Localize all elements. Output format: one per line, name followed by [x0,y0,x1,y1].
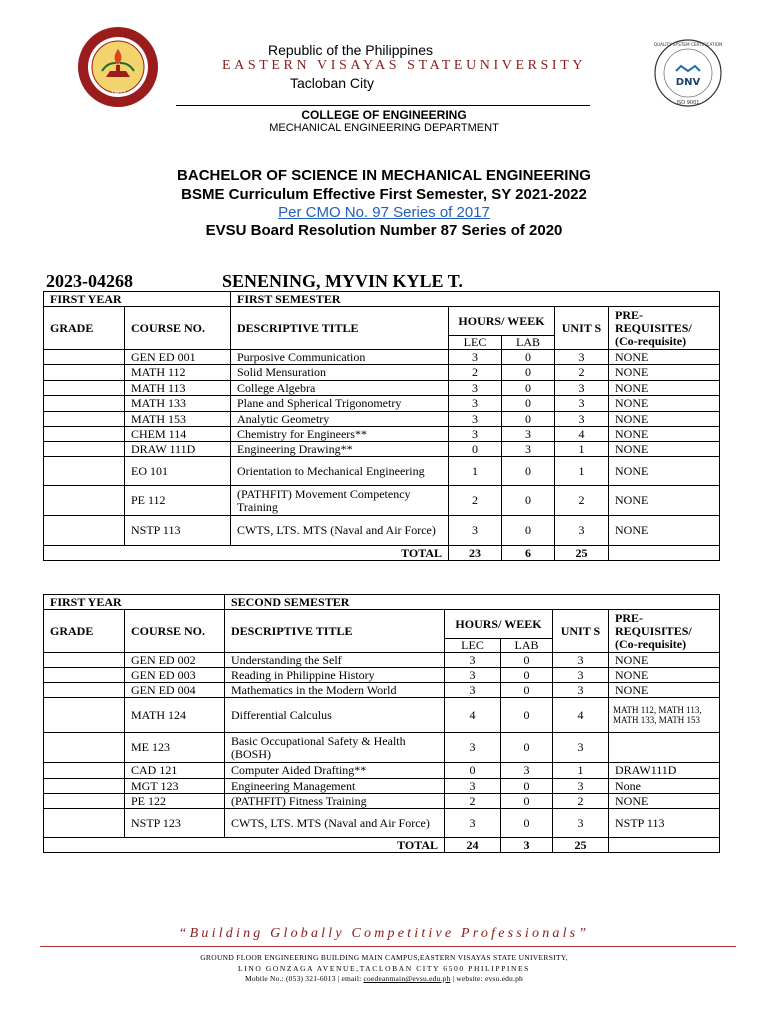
motto: “Building Globally Competitive Professionals” [178,926,590,941]
prereq-cell: NONE [609,442,720,457]
lec-cell: 3 [449,427,502,442]
code-cell: MGT 123 [125,779,225,794]
code-cell: GEN ED 002 [125,653,225,668]
lec-cell: 3 [445,779,501,794]
footer-email-link[interactable]: coedeanmain@evsu.edu.ph [363,974,451,983]
units-header: UNIT S [553,610,609,653]
code-cell: MATH 124 [125,698,225,733]
prereq-cell: NONE [609,486,720,516]
footer-divider [40,946,736,947]
lec-cell: 3 [449,381,502,396]
code-cell: GEN ED 001 [125,350,231,365]
course-row [44,779,720,794]
code-cell: DRAW 111D [125,442,231,457]
grade-cell [44,653,125,668]
grade-cell [44,442,125,457]
course-row [44,698,720,733]
units-cell: 3 [555,381,609,396]
prereq-cell: NONE [609,350,720,365]
prereq-cell: NONE [609,381,720,396]
total-row [44,838,720,853]
lab-cell: 0 [502,381,555,396]
units-cell: 3 [553,779,609,794]
course-row [44,683,720,698]
grade-cell [44,457,125,486]
lec-header: LEC [445,639,501,653]
lec-cell: 3 [445,653,501,668]
units-cell: 3 [555,516,609,546]
course-row [44,427,720,442]
course-no-header: COURSE NO. [125,307,231,350]
grade-cell [44,427,125,442]
header-divider [176,105,590,106]
lab-cell: 0 [502,396,555,412]
title-cell: Basic Occupational Safety & Health (BOSH) [225,733,445,763]
grade-cell [44,516,125,546]
units-cell: 4 [555,427,609,442]
code-cell: MATH 153 [125,412,231,427]
course-row [44,516,720,546]
units-cell: 2 [555,486,609,516]
student-id: 2023-04268 [46,271,133,291]
course-row [44,365,720,381]
prereq-cell: NONE [609,516,720,546]
footer-address-line2: LINO GONZAGA AVENUE,TACLOBAN CITY 6500 PHILIPPINES [238,964,530,973]
grade-cell [44,794,125,809]
title-cell: Reading in Philippine History [225,668,445,683]
lec-cell: 3 [449,396,502,412]
grade-cell [44,396,125,412]
lab-cell: 0 [502,365,555,381]
prereq-cell: None [609,779,720,794]
table-header-row [44,307,720,336]
course-row [44,794,720,809]
grade-cell [44,350,125,365]
code-cell: NSTP 123 [125,809,225,838]
course-row [44,350,720,365]
title-cell: Differential Calculus [225,698,445,733]
prereq-cell: NONE [609,457,720,486]
title-cell: Analytic Geometry [231,412,449,427]
units-cell: 4 [553,698,609,733]
grade-cell [44,683,125,698]
table-header-row [44,610,720,639]
units-cell: 1 [555,457,609,486]
units-cell: 3 [553,683,609,698]
code-cell: MATH 112 [125,365,231,381]
lab-cell: 0 [502,457,555,486]
units-cell: 2 [553,794,609,809]
lab-cell: 0 [502,412,555,427]
course-row [44,381,720,396]
iso-certification-logo [650,35,726,111]
board-resolution-title: EVSU Board Resolution Number 87 Series of 2020 [205,222,563,239]
year-label: FIRST YEAR [44,595,225,610]
lab-cell: 0 [501,794,553,809]
title-cell: CWTS, LTS. MTS (Naval and Air Force) [231,516,449,546]
descriptive-title-header: DESCRIPTIVE TITLE [231,307,449,350]
code-cell: MATH 113 [125,381,231,396]
lab-cell: 0 [502,486,555,516]
title-cell: Purposive Communication [231,350,449,365]
course-row [44,809,720,838]
student-name: SENENING, MYVIN KYLE T. [222,271,463,291]
course-row [44,733,720,763]
units-cell: 3 [553,653,609,668]
second-semester-table [43,594,720,853]
title-cell: Understanding the Self [225,653,445,668]
prereq-cell: NSTP 113 [609,809,720,838]
code-cell: CHEM 114 [125,427,231,442]
lec-cell: 3 [445,809,501,838]
units-cell: 1 [553,763,609,779]
footer-address-line1: GROUND FLOOR ENGINEERING BUILDING MAIN CAMPUS,EASTERN VISAYAS STATE UNIVERSITY, [200,953,568,962]
title-cell: (PATHFIT) Movement Competency Training [231,486,449,516]
lab-cell: 0 [501,653,553,668]
grade-header: GRADE [44,307,125,350]
prereq-cell: NONE [609,794,720,809]
total-prereq-empty [609,838,720,853]
total-lab: 3 [501,838,553,853]
footer-website: | website: evsu.edu.ph [450,974,523,983]
title-cell: Engineering Drawing** [231,442,449,457]
grade-cell [44,365,125,381]
lab-cell: 3 [502,442,555,457]
total-prereq-empty [609,546,720,561]
course-row [44,763,720,779]
code-cell: EO 101 [125,457,231,486]
total-units: 25 [553,838,609,853]
lec-cell: 3 [445,683,501,698]
table-year-row [44,595,720,610]
lab-cell: 0 [501,779,553,794]
semester-label: SECOND SEMESTER [225,595,720,610]
units-cell: 3 [553,809,609,838]
total-lab: 6 [502,546,555,561]
svg-text:DNV: DNV [675,77,701,88]
course-row [44,668,720,683]
grade-cell [44,779,125,794]
lec-cell: 4 [445,698,501,733]
units-cell: 1 [555,442,609,457]
prereq-cell: NONE [609,396,720,412]
lab-cell: 0 [501,809,553,838]
lab-header: LAB [501,639,553,653]
title-cell: Orientation to Mechanical Engineering [231,457,449,486]
total-units: 25 [555,546,609,561]
lec-cell: 2 [449,486,502,516]
lec-cell: 0 [449,442,502,457]
code-cell: CAD 121 [125,763,225,779]
prerequisites-header: PRE-REQUISITES/ (Co-requisite) [609,307,720,350]
title-cell: Computer Aided Drafting** [225,763,445,779]
course-row [44,653,720,668]
department-name: MECHANICAL ENGINEERING DEPARTMENT [269,122,499,134]
lab-cell: 3 [502,427,555,442]
grade-cell [44,486,125,516]
course-row [44,442,720,457]
college-name: COLLEGE OF ENGINEERING [301,108,467,122]
total-label: TOTAL [44,838,445,853]
svg-text:QUALITY SYSTEM CERTIFICATION: QUALITY SYSTEM CERTIFICATION [653,42,723,47]
title-cell: Mathematics in the Modern World [225,683,445,698]
code-cell: MATH 133 [125,396,231,412]
prereq-cell: DRAW111D [609,763,720,779]
grade-cell [44,809,125,838]
prereq-cell [609,733,720,763]
grade-cell [44,668,125,683]
first-semester-table [43,291,720,561]
code-cell: NSTP 113 [125,516,231,546]
university-name: EASTERN VISAYAS STATEUNIVERSITY [222,58,587,73]
hours-week-header: HOURS/ WEEK [449,307,555,336]
course-no-header: COURSE NO. [125,610,225,653]
republic-line: Republic of the Philippines [268,42,433,58]
table-year-row [44,292,720,307]
grade-cell [44,698,125,733]
lec-cell: 3 [449,350,502,365]
lab-cell: 0 [501,683,553,698]
code-cell: PE 122 [125,794,225,809]
grade-cell [44,763,125,779]
title-cell: CWTS, LTS. MTS (Naval and Air Force) [225,809,445,838]
course-row [44,457,720,486]
units-cell: 3 [555,412,609,427]
total-row [44,546,720,561]
course-row [44,486,720,516]
title-cell: Solid Mensuration [231,365,449,381]
lec-cell: 0 [445,763,501,779]
svg-text:1907: 1907 [110,90,126,97]
university-seal-logo [76,25,160,109]
code-cell: GEN ED 004 [125,683,225,698]
lec-cell: 3 [445,668,501,683]
course-row [44,396,720,412]
units-cell: 3 [553,733,609,763]
prereq-cell: NONE [609,412,720,427]
footer-phone: Mobile No.: (053) 321-6013 | email: [245,974,364,983]
prereq-cell: MATH 112, MATH 113, MATH 133, MATH 153 [609,698,720,733]
lab-cell: 0 [502,516,555,546]
prereq-cell: NONE [609,653,720,668]
lab-cell: 0 [501,733,553,763]
grade-cell [44,412,125,427]
title-cell: College Algebra [231,381,449,396]
title-cell: Chemistry for Engineers** [231,427,449,442]
lab-cell: 0 [501,668,553,683]
title-cell: (PATHFIT) Fitness Training [225,794,445,809]
lec-cell: 1 [449,457,502,486]
code-cell: ME 123 [125,733,225,763]
grade-cell [44,733,125,763]
lec-cell: 3 [449,412,502,427]
prereq-cell: NONE [609,668,720,683]
svg-text:ISO 9001: ISO 9001 [676,100,700,106]
units-cell: 3 [555,396,609,412]
curriculum-title: BSME Curriculum Effective First Semester, SY 2021-2022 [181,186,587,203]
title-cell: Plane and Spherical Trigonometry [231,396,449,412]
lec-cell: 2 [449,365,502,381]
lab-cell: 3 [501,763,553,779]
prereq-cell: NONE [609,427,720,442]
semester-label: FIRST SEMESTER [231,292,720,307]
lab-header: LAB [502,336,555,350]
lec-cell: 2 [445,794,501,809]
units-header: UNIT S [555,307,609,350]
program-title: BACHELOR OF SCIENCE IN MECHANICAL ENGINEERING [177,167,591,184]
total-lec: 23 [449,546,502,561]
code-cell: PE 112 [125,486,231,516]
lec-header: LEC [449,336,502,350]
lab-cell: 0 [502,350,555,365]
units-cell: 2 [555,365,609,381]
prereq-cell: NONE [609,365,720,381]
footer-contact-line [0,974,768,983]
units-cell: 3 [555,350,609,365]
cmo-link[interactable]: Per CMO No. 97 Series of 2017 [278,204,490,221]
lec-cell: 3 [449,516,502,546]
total-label: TOTAL [44,546,449,561]
grade-header: GRADE [44,610,125,653]
prereq-cell: NONE [609,683,720,698]
descriptive-title-header: DESCRIPTIVE TITLE [225,610,445,653]
city-line: Tacloban City [290,75,375,91]
lec-cell: 3 [445,733,501,763]
code-cell: GEN ED 003 [125,668,225,683]
prerequisites-header: PRE-REQUISITES/ (Co-requisite) [609,610,720,653]
lab-cell: 0 [501,698,553,733]
total-lec: 24 [445,838,501,853]
title-cell: Engineering Management [225,779,445,794]
grade-cell [44,381,125,396]
year-label: FIRST YEAR [44,292,231,307]
course-row [44,412,720,427]
units-cell: 3 [553,668,609,683]
hours-week-header: HOURS/ WEEK [445,610,553,639]
